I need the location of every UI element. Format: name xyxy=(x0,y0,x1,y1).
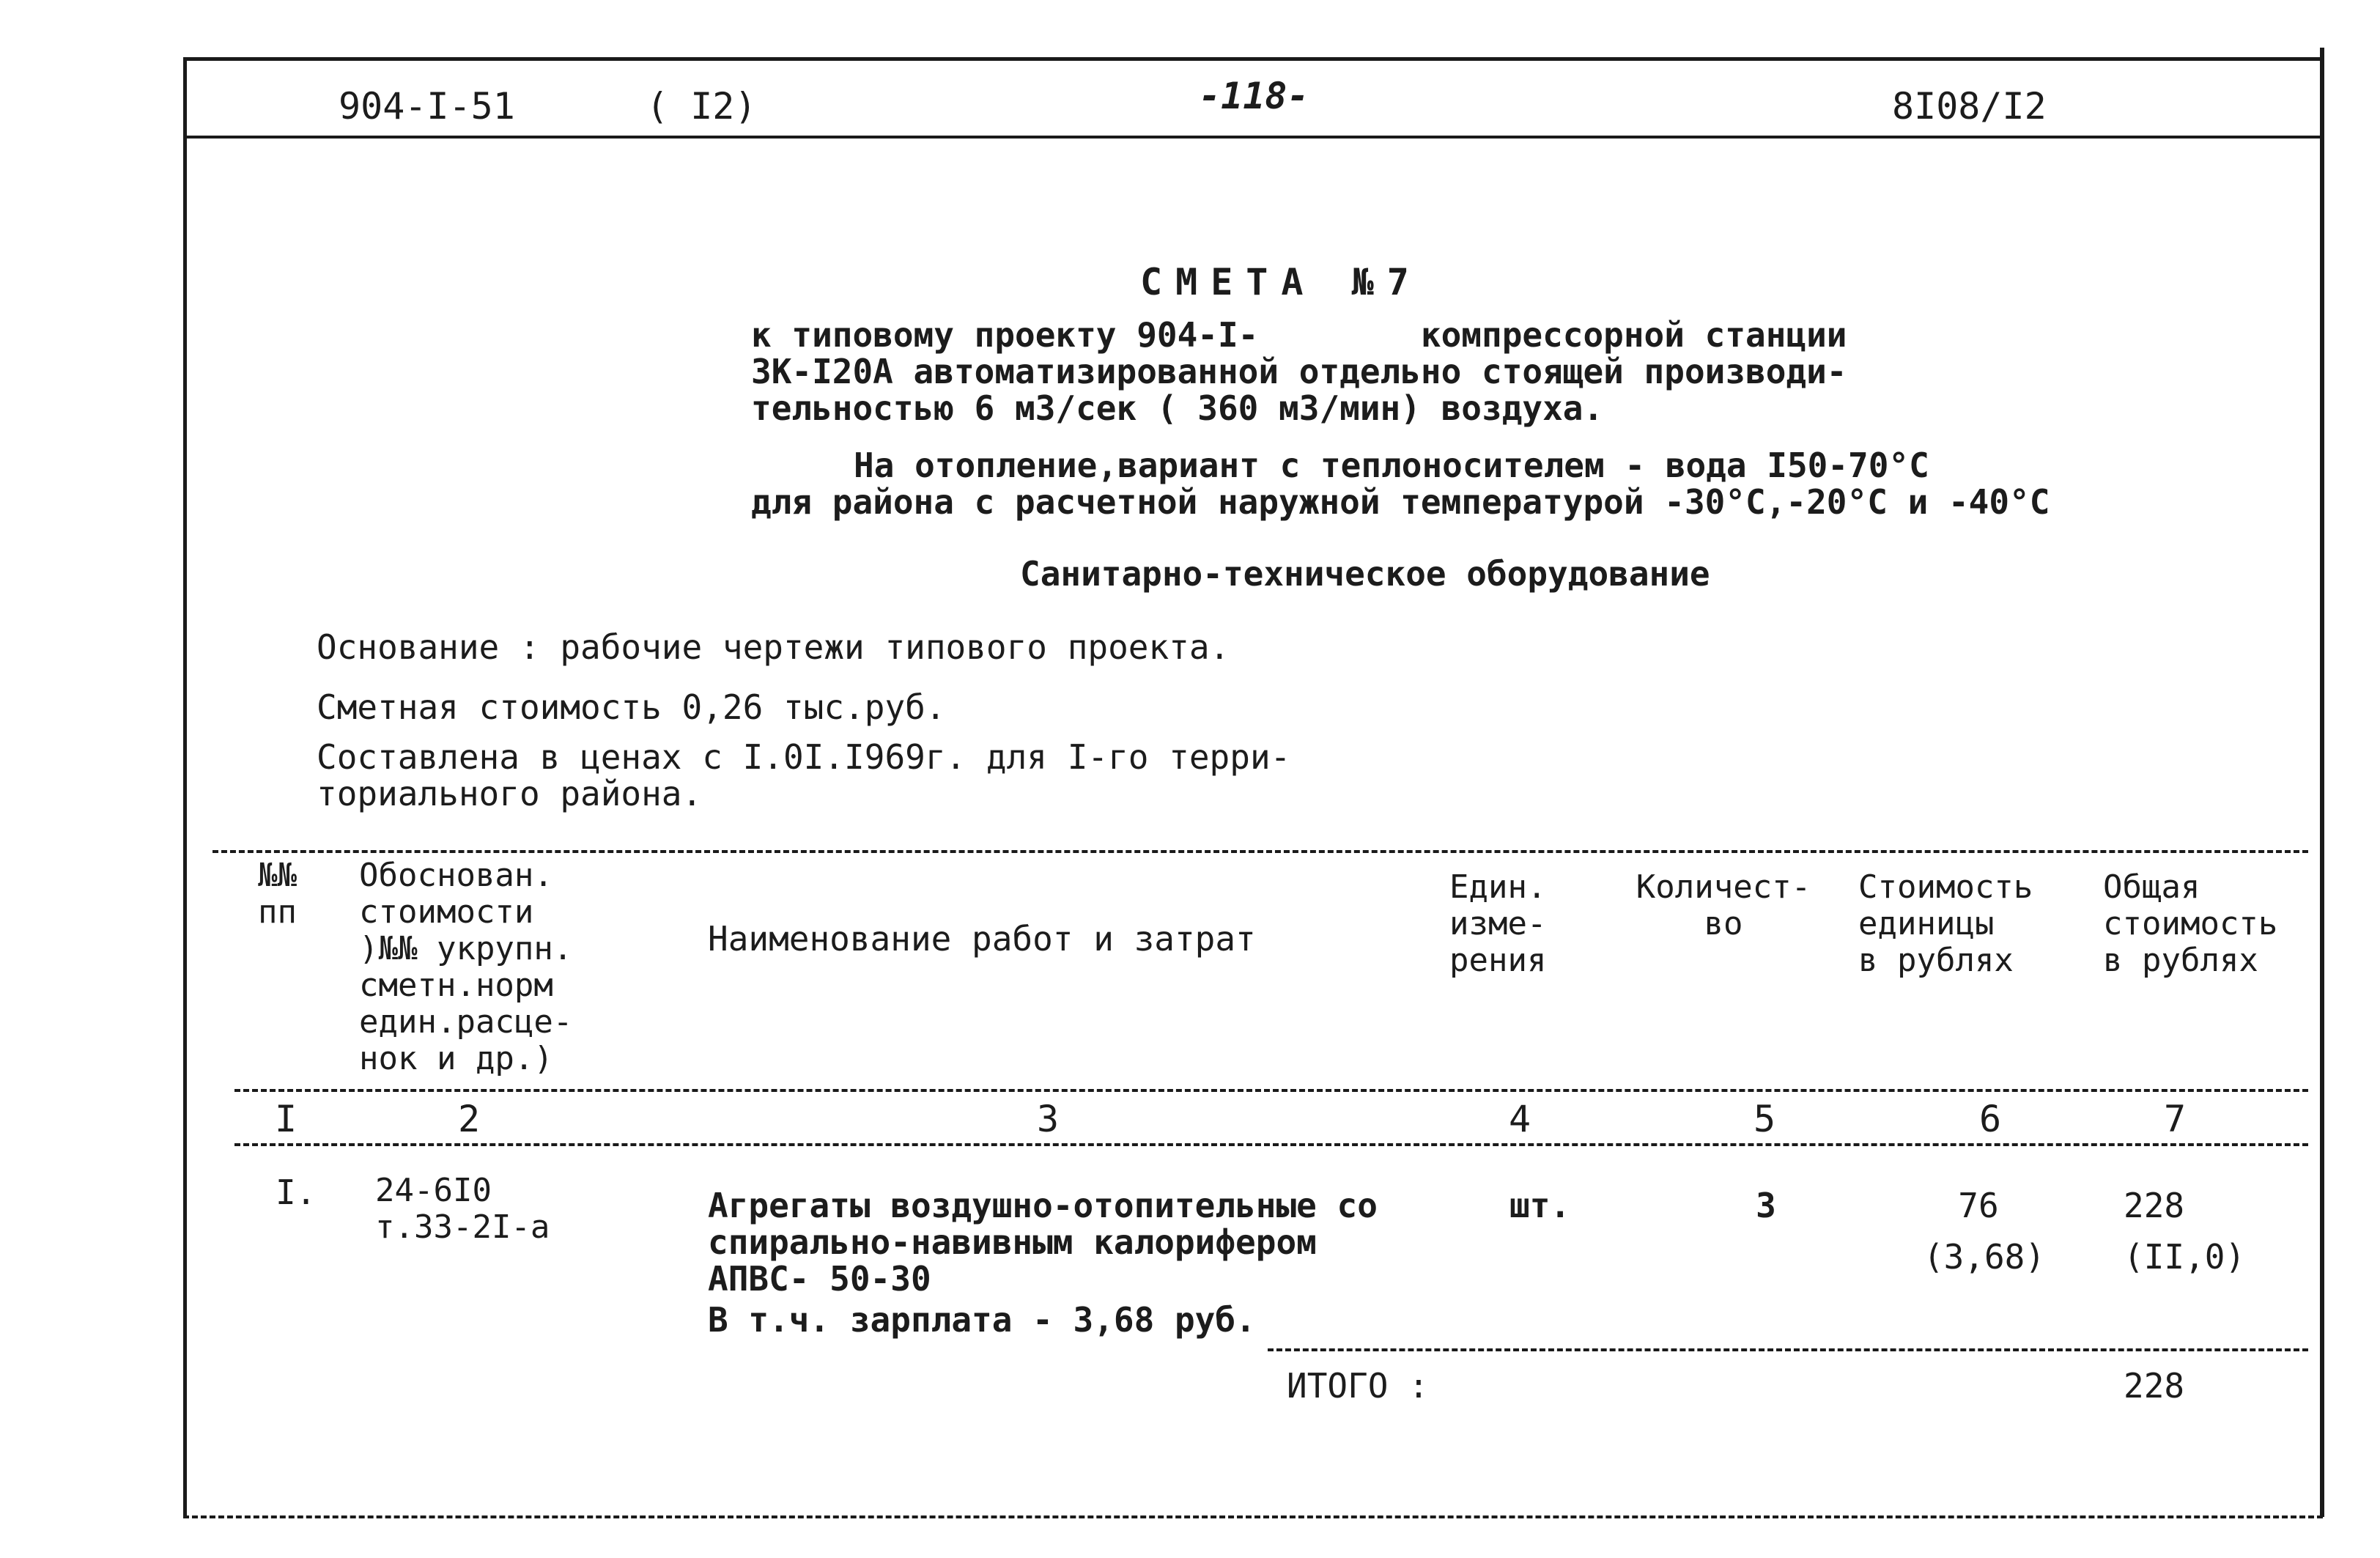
column-number-1: I xyxy=(274,1098,298,1140)
row-1-unit: шт. xyxy=(1509,1186,1571,1225)
wage-note: В т.ч. зарплата - 3,68 руб. xyxy=(708,1300,1256,1340)
subtitle-line-2: ЗК-I20А автоматизированной отдельно стоящей производи- xyxy=(751,352,1847,391)
row-1-unit-cost-wage: (3,68) xyxy=(1923,1237,2046,1277)
row-end-rule xyxy=(1268,1348,2308,1351)
heating-line-1: На отопление,вариант с теплоносителем - вода I50-70°C xyxy=(854,446,1929,485)
subtitle xyxy=(751,317,1847,427)
heating-description xyxy=(751,447,2050,520)
section-title: Санитарно-техническое оборудование xyxy=(1020,554,1710,594)
heating-line-2: для района с расчетной наружной температурой -30°C,-20°C и -40°C xyxy=(751,482,2050,522)
document-title: СМЕТА №7 xyxy=(1140,261,1422,303)
compiled-note xyxy=(317,739,1290,812)
album-number: ( I2) xyxy=(646,85,757,128)
column-number-7: 7 xyxy=(2163,1098,2187,1140)
column-number-3: 3 xyxy=(1036,1098,1060,1140)
row-1-number: I. xyxy=(276,1173,317,1212)
project-code: 904-I-51 xyxy=(339,85,515,128)
page-number: -118- xyxy=(1199,75,1309,117)
estimated-cost: Сметная стоимость 0,26 тыс.руб. xyxy=(317,687,946,727)
total-label: ИТОГО : xyxy=(1287,1366,1429,1406)
frame-top-border xyxy=(183,57,2323,61)
column-number-5: 5 xyxy=(1753,1098,1776,1140)
frame-right-border xyxy=(2320,48,2324,1517)
row-1-basis: 24-6I0 т.33-2I-а xyxy=(375,1172,550,1246)
row-1-total: 228 xyxy=(2124,1186,2185,1225)
subtitle-line-1: к типовому проекту 904-I- компрессорной станции xyxy=(751,315,1847,355)
sheet-number: 8I08/I2 xyxy=(1892,85,2047,128)
row-1-name: Агрегаты воздушно-отопительные со спирально-навивным калорифером АПВС- 50-30 xyxy=(708,1186,1378,1299)
total-value: 228 xyxy=(2124,1366,2185,1406)
compiled-line-1: Составлена в ценах с I.0I.I969г. для I-го терри- xyxy=(317,737,1291,777)
column-number-6: 6 xyxy=(1978,1098,2002,1140)
table-top-rule xyxy=(212,850,2308,853)
header-col-name: Наименование работ и затрат xyxy=(708,919,1256,959)
compiled-line-2: ториального района. xyxy=(317,774,703,813)
basis-line: Основание : рабочие чертежи типового проекта. xyxy=(317,627,1230,667)
header-bottom-rule xyxy=(234,1089,2308,1092)
column-numbers-rule xyxy=(234,1143,2308,1146)
column-number-2: 2 xyxy=(457,1098,481,1140)
header-col-quantity: Количест- во xyxy=(1636,868,1811,942)
subtitle-line-3: тельностью 6 м3/сек ( 360 м3/мин) воздуха. xyxy=(751,388,1604,428)
header-col-total-cost: Общая стоимость в рублях xyxy=(2103,868,2278,979)
row-1-unit-cost: 76 xyxy=(1958,1186,1999,1225)
header-divider xyxy=(183,136,2323,139)
header-col-number: №№ пп xyxy=(258,857,297,931)
row-1-total-wage: (II,0) xyxy=(2124,1237,2246,1277)
frame-bottom-border xyxy=(183,1515,2323,1518)
header-col-unit: Един. изме- рения xyxy=(1449,868,1547,979)
row-1-quantity: 3 xyxy=(1756,1186,1776,1225)
column-number-4: 4 xyxy=(1508,1098,1531,1140)
header-col-unit-cost: Стоимость единицы в рублях xyxy=(1858,868,2033,979)
header-col-basis: Обоснован. стоимости )№№ укрупн. сметн.норм един.расце- нок и др.) xyxy=(359,857,573,1077)
frame-left-border xyxy=(183,57,187,1515)
